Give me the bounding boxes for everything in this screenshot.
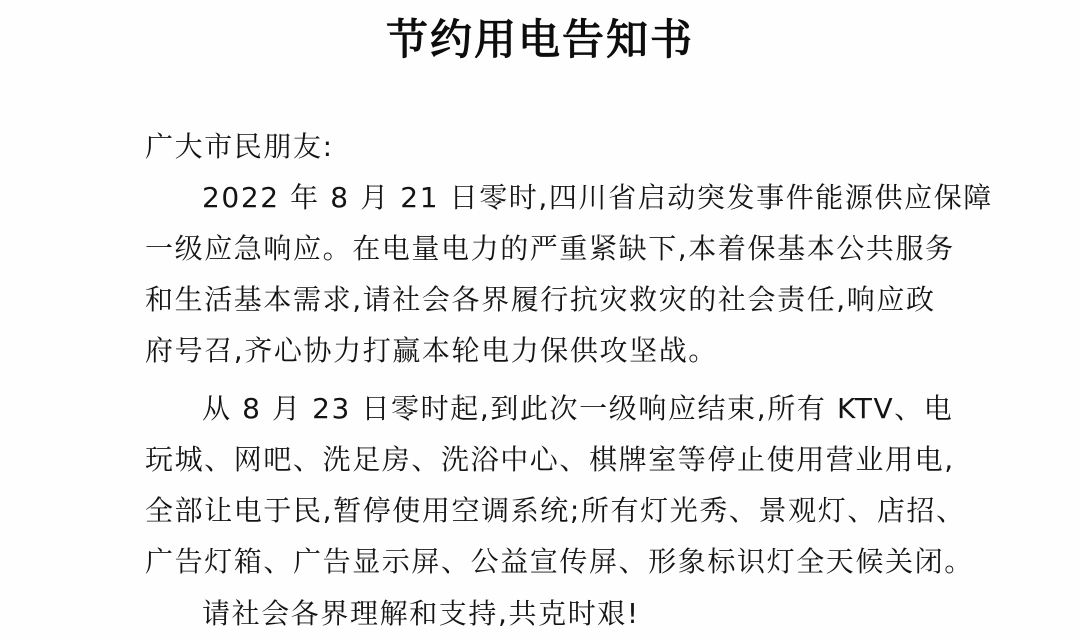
salutation: 广大市民朋友: <box>145 130 334 163</box>
paragraph-2-line-4: 广告灯箱、广告显示屏、公益宣传屏、形象标识灯全天候关闭。 <box>145 545 974 578</box>
paragraph-2-line-3: 全部让电于民,暂停使用空调系统;所有灯光秀、景观灯、店招、 <box>145 494 966 527</box>
paragraph-1-line-1: 2022 年 8 月 21 日零时,四川省启动突发事件能源供应保障 <box>202 181 993 214</box>
paragraph-1-line-2: 一级应急响应。在电量电力的严重紧缺下,本着保基本公共服务 <box>145 232 955 265</box>
paragraph-2-line-2: 玩城、网吧、洗足房、洗浴中心、棋牌室等停止使用营业用电, <box>145 443 955 476</box>
paragraph-2-line-1: 从 8 月 23 日零时起,到此次一级响应结束,所有 KTV、电 <box>202 392 954 425</box>
page-title: 节约用电告知书 <box>385 15 694 64</box>
paragraph-1-line-4: 府号召,齐心协力打赢本轮电力保供攻坚战。 <box>145 334 718 367</box>
paragraph-1-line-3: 和生活基本需求,请社会各界履行抗灾救灾的社会责任,响应政 <box>145 283 936 316</box>
closing-line: 请社会各界理解和支持,共克时艰! <box>202 597 640 630</box>
